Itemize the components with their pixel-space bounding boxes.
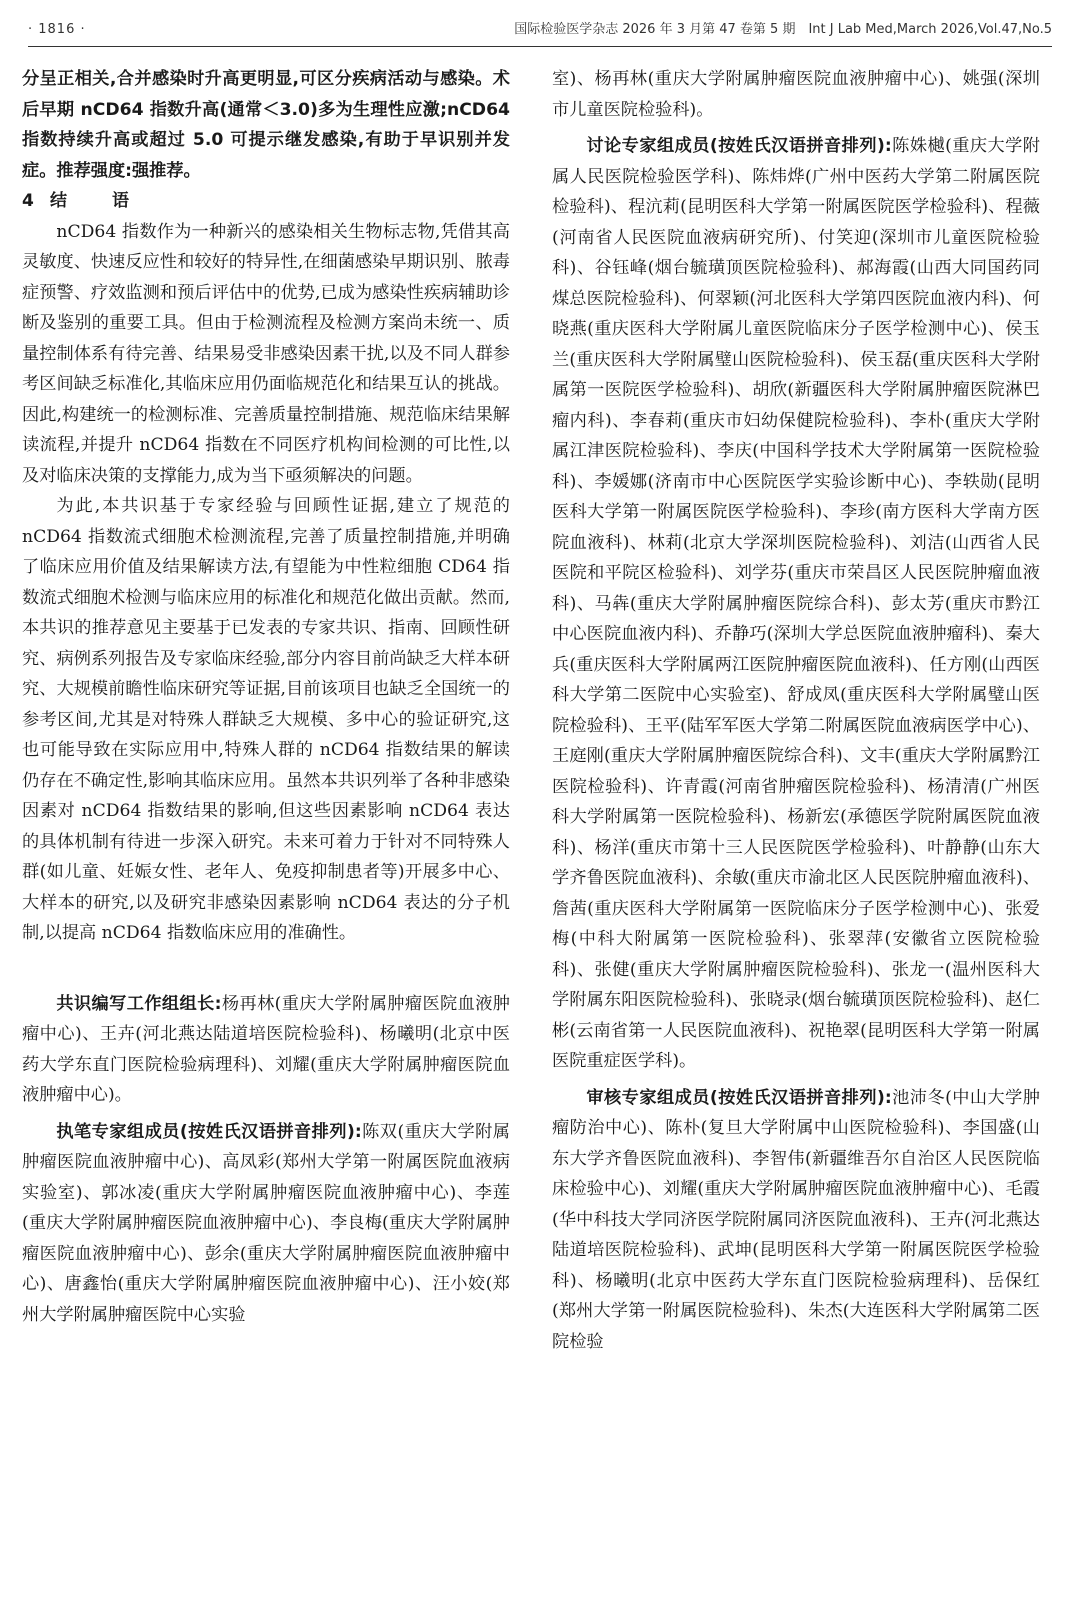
running-header bbox=[28, 18, 1052, 47]
discussion-group bbox=[552, 131, 1040, 1077]
intro-paragraph: 分呈正相关,合并感染时升高更明显,可区分疾病活动与感染。术后早期 nCD64 指数升高(通常＜3.0)多为生理性应激;nCD64 指数持续升高或超过 5.0 可提示继发感染,有助于早识别并发症。推荐强度:强推荐。 bbox=[22, 69, 510, 181]
left-column bbox=[22, 64, 510, 1330]
section-number: 4 bbox=[22, 191, 34, 211]
leader-group bbox=[22, 989, 510, 1111]
page-number: · 1816 · bbox=[28, 22, 86, 37]
discussion-text: 陈姝樾(重庆大学附属人民医院检验医学科)、陈炜烨(广州中医药大学第二附属医院检验科)、程沆莉(昆明医科大学第一附属医院医学检验科)、程薇(河南省人民医院血液病研究所)、付笑迎(深圳市儿童医院检验科)、谷钰峰(烟台毓璜顶医院检验科)、郝海霞(山西大同国药同煤总医院检验科)、何翠颖(河北医科大学第四医院血液内科)、何晓燕(重庆医科大学附属儿童医院临床分子医学检测中心)、侯玉兰(重庆医科大学附属璧山医院检验科)、侯玉磊(重庆医科大学附属第一医院医学检验科)、胡欣(新疆医科大学附属肿瘤医院淋巴瘤内科)、李春莉(重庆市妇幼保健院检验科)、李朴(重庆大学附属江津医院检验科)、李庆(中国科学技术大学附属第一医院检验科)、李媛娜(济南市中心医院医学实验诊断中心)、李轶勋(昆明医科大学第一附属医院医学检验科)、李珍(南方医科大学南方医院血液科)、林莉(北京大学深圳医院检验科)、刘洁(山西省人民医院和平院区检验科)、刘学芬(重庆市荣昌区人民医院肿瘤血液科)、马犇(重庆大学附属肿瘤医院综合科)、彭太芳(重庆市黔江中心医院血液内科)、乔静巧(深圳大学总医院血液肿瘤科)、秦大兵(重庆医科大学附属两江医院肿瘤医院血液科)、任方刚(山西医科大学第二医院中心实验室)、舒成凤(重庆医科大学附属璧山医院检验科)、王平(陆军军医大学第二附属医院血液病医学中心)、王庭刚(重庆大学附属肿瘤医院综合科)、文丰(重庆大学附属黔江医院检验科)、许青霞(河南省肿瘤医院检验科)、杨清清(广州医科大学附属第一医院检验科)、杨新宏(承德医学院附属医院血液科)、杨洋(重庆市第十三人民医院医学检验科)、叶静静(山东大学齐鲁医院血液科)、余敏(重庆市渝北区人民医院肿瘤血液科)、詹茜(重庆医科大学附属第一医院临床分子医学检测中心)、张爱梅(中科大附属第一医院检验科)、张翠萍(安徽省立医院检验科)、张健(重庆大学附属肿瘤医院检验科)、张龙一(温州医科大学附属东阳医院检验科)、张晓录(烟台毓璜顶医院检验科)、赵仁彬(云南省第一人民医院血液科)、祝艳翠(昆明医科大学第一附属医院重症医学科)。 bbox=[552, 136, 1040, 1071]
writers-group bbox=[22, 1117, 510, 1331]
journal-citation: 国际检验医学杂志 2026 年 3 月第 47 卷第 5 期 Int J Lab Med,March 2026,Vol.47,No.5 bbox=[514, 22, 1052, 37]
review-group bbox=[552, 1083, 1040, 1358]
review-text: 池沛冬(中山大学肿瘤防治中心)、陈朴(复旦大学附属中山医院检验科)、李国盛(山东大学齐鲁医院血液科)、李智伟(新疆维吾尔自治区人民医院临床检验中心)、刘耀(重庆大学附属肿瘤医院血液肿瘤中心)、毛霞(华中科技大学同济医学院附属同济医院血液科)、王卉(河北燕达陆道培医院检验科)、武坤(昆明医科大学第一附属医院医学检验科)、杨曦明(北京中医药大学东直门医院检验病理科)、岳保红(郑州大学第一附属医院检验科)、朱杰(大连医科大学附属第二医院检验 bbox=[552, 1087, 1040, 1352]
writers-text: 陈双(重庆大学附属肿瘤医院血液肿瘤中心)、高凤彩(郑州大学第一附属医院血液病实验室)、郭冰凌(重庆大学附属肿瘤医院血液肿瘤中心)、李莲(重庆大学附属肿瘤医院血液肿瘤中心)、李良梅(重庆大学附属肿瘤医院血液肿瘤中心)、彭余(重庆大学附属肿瘤医院血液肿瘤中心)、唐鑫怡(重庆大学附属肿瘤医院血液肿瘤中心)、汪小姣(郑州大学附属肿瘤医院中心实验 bbox=[22, 1121, 510, 1325]
writers-label: 执笔专家组成员(按姓氏汉语拼音排列): bbox=[56, 1121, 362, 1142]
section-heading bbox=[22, 186, 510, 217]
right-column bbox=[552, 64, 1040, 1357]
writers-continued: 室)、杨再林(重庆大学附属肿瘤医院血液肿瘤中心)、姚强(深圳市儿童医院检验科)。 bbox=[552, 69, 1040, 120]
conclusion-paragraph-1: nCD64 指数作为一种新兴的感染相关生物标志物,凭借其高灵敏度、快速反应性和较好的特异性,在细菌感染早期识别、脓毒症预警、疗效监测和预后评估中的优势,已成为感染性疾病辅助诊断及鉴别的重要工具。但由于检测流程及检测方案尚未统一、质量控制体系有待完善、结果易受非感染因素干扰,以及不同人群参考区间缺乏标准化,其临床应用仍面临规范化和结果互认的挑战。因此,构建统一的检测标准、完善质量控制措施、规范临床结果解读流程,并提升 nCD64 指数在不同医疗机构间检测的可比性,以及对临床决策的支撑能力,成为当下亟须解决的问题。 bbox=[22, 221, 510, 486]
section-spacer bbox=[22, 949, 510, 989]
review-label: 审核专家组成员(按姓氏汉语拼音排列): bbox=[586, 1087, 892, 1108]
leader-label: 共识编写工作组组长: bbox=[56, 993, 222, 1014]
discussion-label: 讨论专家组成员(按姓氏汉语拼音排列): bbox=[586, 136, 892, 156]
leader-text: 杨再林(重庆大学附属肿瘤医院血液肿瘤中心)、王卉(河北燕达陆道培医院检验科)、杨曦明(北京中医药大学东直门医院检验病理科)、刘耀(重庆大学附属肿瘤医院血液肿瘤中心)。 bbox=[22, 993, 510, 1105]
conclusion-paragraph-2: 为此,本共识基于专家经验与回顾性证据,建立了规范的 nCD64 指数流式细胞术检测流程,完善了质量控制措施,并明确了临床应用价值及结果解读方法,有望能为中性粒细胞 CD64 指数流式细胞术检测与临床应用的标准化和规范化做出贡献。然而,本共识的推荐意见主要基于已发表的专家共识、指南、回顾性研究、病例系列报告及专家临床经验,部分内容目前尚缺乏大样本研究、大规模前瞻性临床研究等证据,目前该项目也缺乏全国统一的参考区间,尤其是对特殊人群缺乏大规模、多中心的验证研究,这也可能导致在实际应用中,特殊人群的 nCD64 指数结果的解读仍存在不确定性,影响其临床应用。虽然本共识列举了各种非感染因素对 nCD64 指数结果的影响,但这些因素影响 nCD64 表达的具体机制有待进一步深入研究。未来可着力于针对不同特殊人群(如儿童、妊娠女性、老年人、免疫抑制患者等)开展多中心、大样本的研究,以及研究非感染因素影响 nCD64 表达的分子机制,以提高 nCD64 指数临床应用的准确性。 bbox=[22, 496, 510, 943]
section-title: 结 语 bbox=[50, 191, 143, 211]
